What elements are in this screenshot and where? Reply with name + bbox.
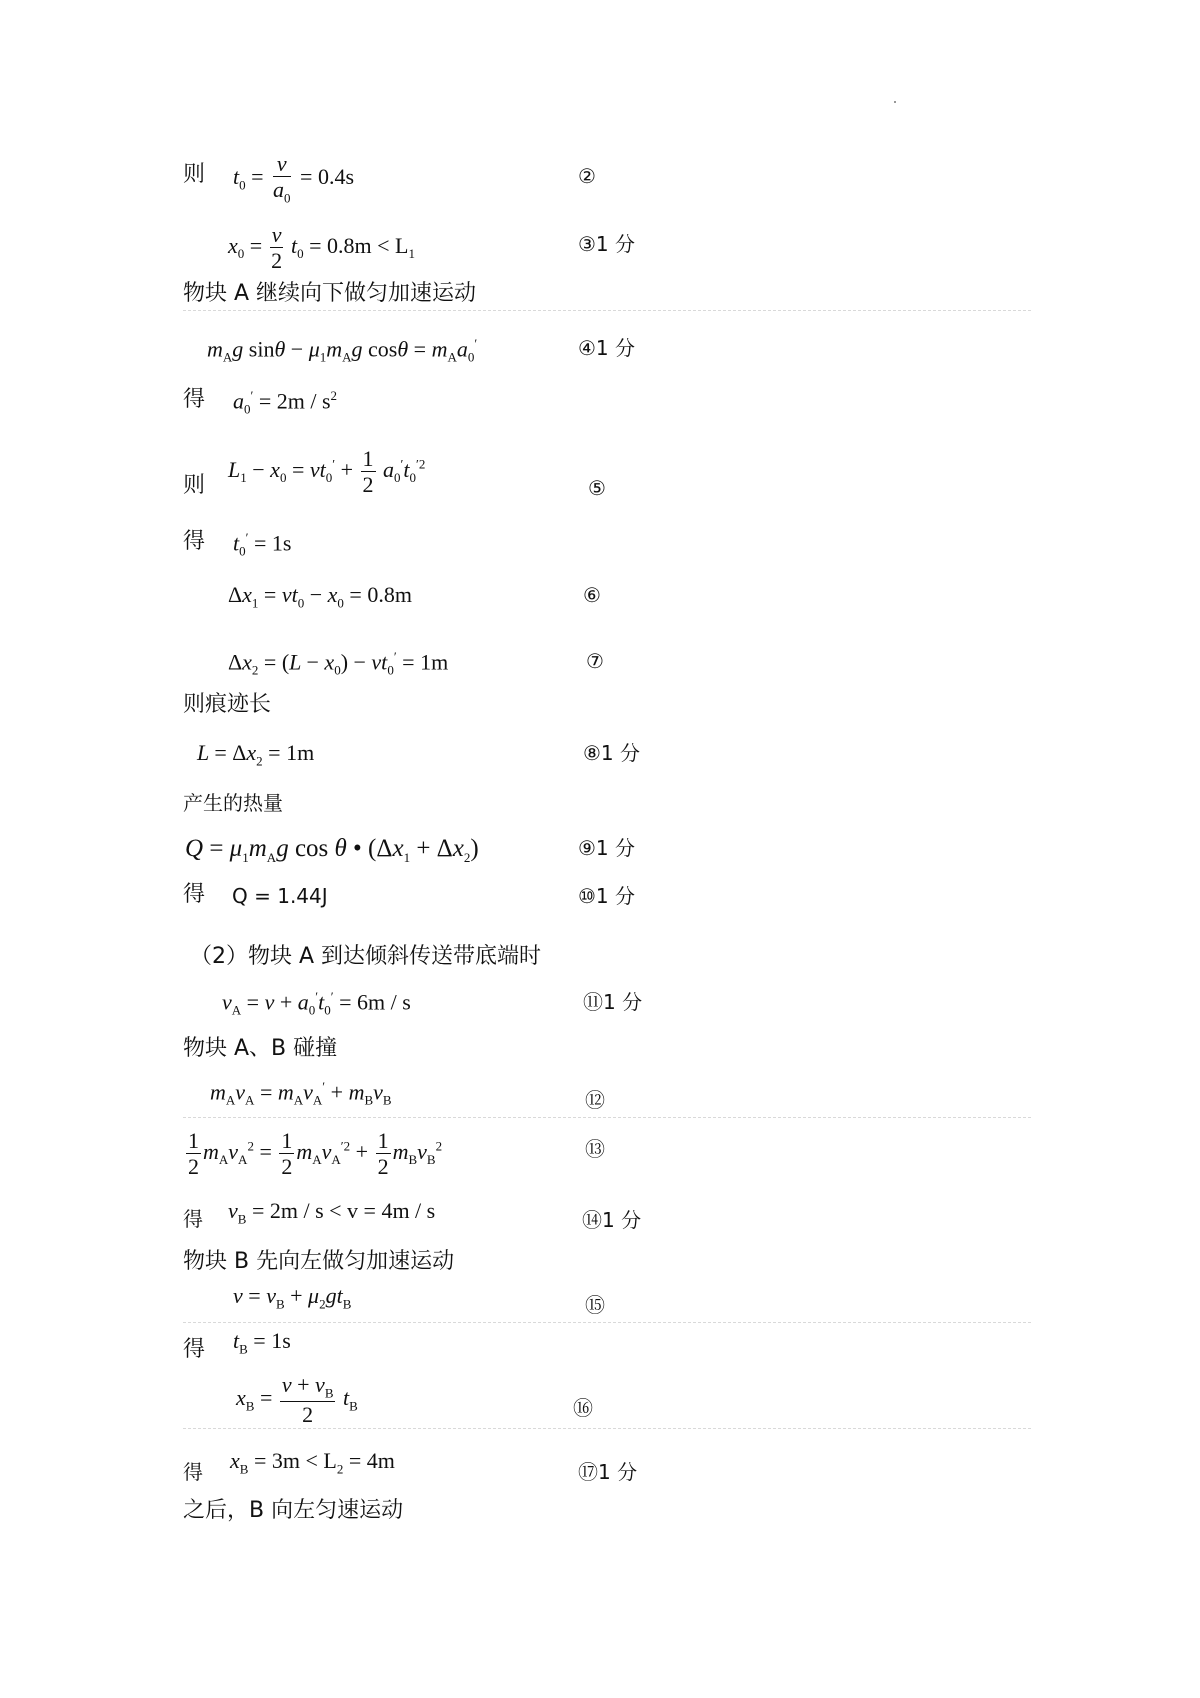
equation-vA: $v_A = v + a_0't_0' = 6m / s$	[222, 989, 411, 1018]
equation-acceleration: $m_Ag$ $\sin\theta - \mu_1m_Ag$ $\cos\theta = m_Aa_0'$	[207, 336, 478, 365]
equation-trace-length: $L = \Delta x_2 = 1m$	[197, 740, 315, 769]
line-3-text: 物块 A 继续向下做匀加速运动	[183, 281, 477, 306]
equation-xB-result: $x_B = 3m < L_2 = 4m$	[230, 1448, 395, 1477]
equation-tag-10: ⑩1 分	[578, 884, 636, 908]
heat-result: Q = 1.44J	[232, 884, 328, 908]
line-14-prefix: 得	[183, 882, 206, 907]
line-5-prefix: 得	[183, 387, 206, 412]
equation-t0-prime: $t_0' = 1s$	[233, 530, 292, 559]
equation-vB: $v_B = 2m / s < v = 4m / s$	[228, 1198, 436, 1227]
equation-xB: $x_B$ = $\frac{v + v_B}{2}$ $t_B$	[236, 1372, 358, 1428]
line-12-text: 产生的热量	[183, 791, 283, 815]
equation-a0-prime: $a_0' = 2m / s^2$	[233, 388, 338, 417]
equation-tag-12: ⑫	[585, 1088, 605, 1112]
equation-tB: $t_B = 1s$	[233, 1328, 291, 1357]
equation-t0: $t_0$ = $\frac{v}{a_0}$ = 0.4s	[233, 151, 355, 206]
equation-energy: $\frac{1}{2}$ $m_Av_A^2$ = $\frac{1}{2}$ $m_Av_A^{'2}$ + $\frac{1}{2}$ $m_Bv_B^2$	[188, 1128, 443, 1180]
equation-tag-7: ⑦	[586, 649, 604, 673]
line-26-text: 之后，B 向左匀速运动	[183, 1498, 404, 1523]
line-23-prefix: 得	[183, 1337, 206, 1362]
equation-x0: $x_0$ = $\frac{v}{2}$ $t_0 = 0.8m < L_1$	[228, 222, 415, 274]
equation-tag-14: ⑭1 分	[582, 1208, 642, 1232]
line-6-prefix: 则	[183, 473, 206, 498]
equation-momentum: $m_Av_A = m_Av_A' + m_Bv_B$	[210, 1079, 392, 1108]
line-20-prefix: 得	[183, 1207, 203, 1231]
equation-tag-4: ④1 分	[578, 336, 636, 360]
line-7-prefix: 得	[183, 529, 206, 554]
line-21-text: 物块 B 先向左做匀加速运动	[183, 1249, 455, 1274]
equation-heat: $Q = \mu_1m_Ag$ cos θ • $(\Delta x_1 + \Delta x_2)$	[185, 835, 479, 865]
equation-delta-x1: $\Delta x_1 = vt_0 - x_0 = 0.8m$	[228, 582, 412, 611]
equation-tag-6: ⑥	[583, 583, 601, 607]
line-15-text: （2）物块 A 到达倾斜传送带底端时	[190, 944, 542, 969]
a0-prime-result: = 2m / s	[258, 388, 331, 414]
equation-tag-9: ⑨1 分	[578, 836, 636, 860]
x0-result: = 0.8m < L	[309, 232, 409, 258]
line-10-text: 则痕迹长	[183, 692, 272, 717]
t0-result: = 0.4s	[300, 163, 355, 189]
line-1-prefix: 则	[183, 162, 206, 187]
divider	[183, 1117, 1031, 1118]
equation-tag-17: ⑰1 分	[578, 1460, 638, 1484]
equation-tag-15: ⑮	[585, 1293, 605, 1317]
equation-tag-2: ②	[578, 164, 596, 188]
equation-vB-accel: $v = v_B + \mu_2gt_B$	[233, 1283, 352, 1312]
equation-tag-11: ⑪1 分	[583, 990, 643, 1014]
equation-tag-8: ⑧1 分	[583, 741, 641, 765]
divider	[183, 310, 1031, 311]
divider	[183, 1322, 1031, 1323]
line-25-prefix: 得	[183, 1460, 203, 1484]
equation-displacement: $L_1 - x_0 = vt_0'$ + $\frac{1}{2}$ $a_0't_0^{'2}$	[228, 446, 426, 498]
divider	[183, 1428, 1031, 1429]
equation-delta-x2: $\Delta x_2 = (L - x_0) - vt_0' = 1m$	[228, 649, 449, 678]
equation-tag-3: ③1 分	[578, 232, 636, 256]
equation-tag-16: ⑯	[573, 1396, 593, 1420]
equation-tag-5: ⑤	[588, 476, 606, 500]
speck	[894, 101, 896, 103]
equation-tag-13: ⑬	[585, 1137, 605, 1161]
line-17-text: 物块 A、B 碰撞	[183, 1036, 338, 1061]
